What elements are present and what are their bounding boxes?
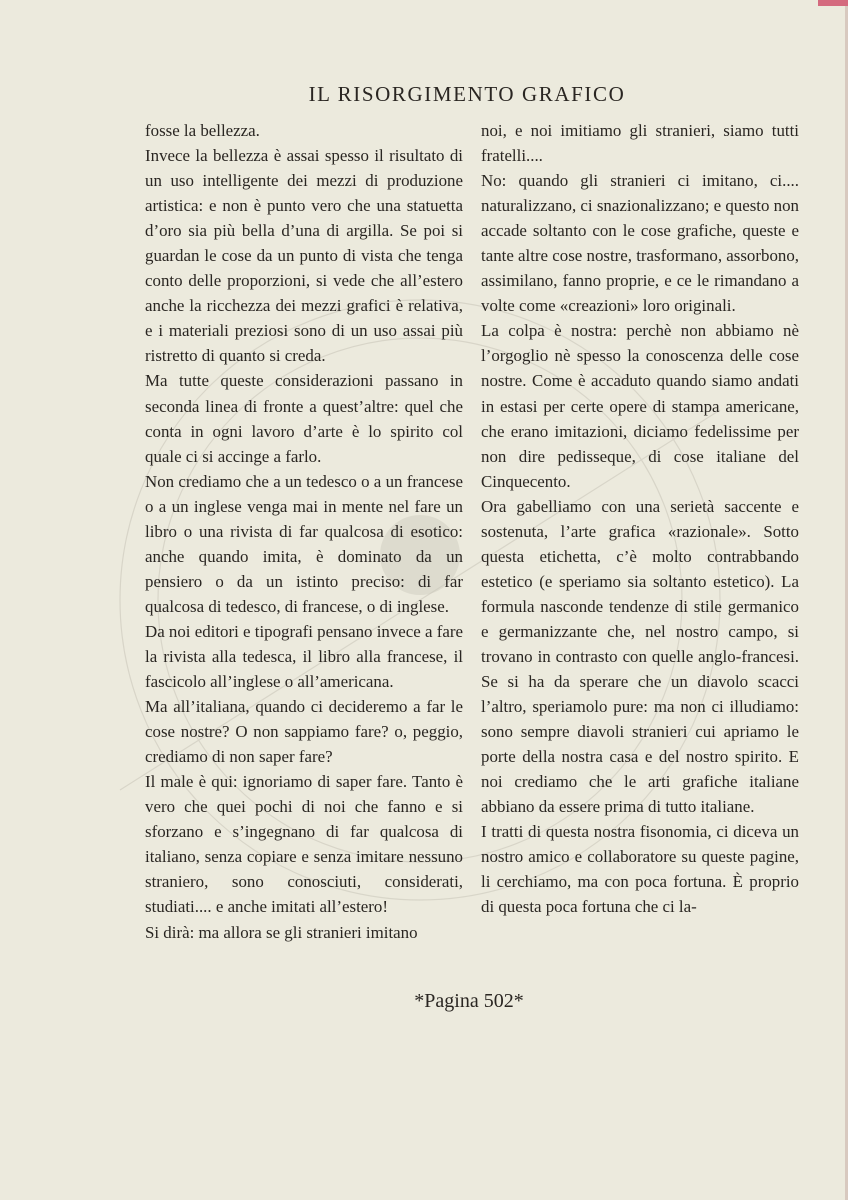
paragraph: No: quando gli stranieri ci imitano, ci.... naturalizzano, ci snazionalizzano; e questo non accade soltanto con le cose grafiche, queste e tante altre cose nostre, trasformano, assorbono, assimilano, fanno proprie, e ce le rimandano a volte come «creazioni» loro originali.: [481, 171, 800, 316]
paragraph: I tratti di questa nostra fisonomia, ci diceva un nostro amico e collaboratore su queste pagine, li cerchiamo, ma con poca fortuna. È proprio di questa poca fortuna che ci la-: [481, 822, 799, 917]
paragraph: Ma all’italiana, quando ci decideremo a far le cose nostre? O non sappiamo fare? o, peggio, crediamo di non saper fare?: [145, 697, 463, 767]
paragraph: Ora gabelliamo con una serietà saccente e sostenuta, l’arte grafica «razionale». Sotto questa etichetta, c’è molto contrabbando estetico (e speriamo sia soltanto estetico). La formula nasconde tendenze di stile germanico e germanizzante che, nel nostro campo, si trovano in contrasto con quelle anglo-francesi. Se si ha da sperare che un diavolo scacci l’altro, speriamolo pure: ma non ci illudiamo: sono sempre diavoli stranieri cui apriamo le porte della nostra casa e del nostro spirito. E noi crediamo che le arti grafiche italiane abbiano da essere prima di tutto italiane.: [481, 496, 799, 817]
paragraph: Non crediamo che a un tedesco o a un francese o a un inglese venga mai in mente nel fare un libro o una rivista di far qualcosa di esotico: anche quando imita, è dominato da un pensiero o da un istinto preciso: di far qualcosa di tedesco, di francese, o di inglese.: [145, 471, 463, 616]
paragraph: Si dirà: ma allora se gli stranieri imitano: [145, 922, 418, 942]
paragraph: fosse la bellezza.: [145, 121, 260, 140]
text-column-left: [145, 118, 463, 945]
paragraph: Ma tutte queste considerazioni passano in seconda linea di fronte a quest’altre: quel che conta in ogni lavoro d’arte è lo spirito col quale ci si accinge a farlo.: [145, 371, 463, 466]
running-head: IL RISORGIMENTO GRAFICO: [308, 82, 626, 106]
paragraph: noi, e noi imitiamo gli stranieri, siamo tutti fratelli....: [481, 121, 799, 166]
paragraph: Da noi editori e tipografi pensano invece a fare la rivista alla tedesca, il libro alla francese, il fascicolo all’inglese o all’americana.: [145, 621, 463, 692]
page-corner-accent: [818, 0, 848, 6]
paragraph: Invece la bellezza è assai spesso il risultato di un uso intelligente dei mezzi di produzione artistica: e non è punto vero che una statuetta d’oro sia più bella d’una di argilla. Se poi si guardan le cose da un punto di vista che tenga conto delle proporzioni, si vede che all’estero anche la ricchezza dei mezzi grafici è relativa, e i materiali preziosi sono di un uso assai più ristretto di quanto si creda.: [145, 146, 463, 366]
text-column-right: [481, 118, 799, 920]
page-number: *Pagina 502*: [414, 990, 524, 1012]
paragraph: Il male è qui: ignoriamo di saper fare. Tanto è vero che quei pochi di noi che fanno e si sforzano e s’ingegnano di far qualcosa di italiano, senza copiare e senza imitare nessuno straniero, sono conosciuti, considerati, studiati.... e anche imitati all’estero!: [145, 772, 463, 917]
paragraph: La colpa è nostra: perchè non abbiamo nè l’orgoglio nè spesso la conoscenza delle cose nostre. Come è accaduto quando siamo andati in estasi per certe opere di stampa americane, che erano imitazioni, diciamo fedelissime per non dire pedisseque, di cose italiane del Cinquecento.: [481, 321, 799, 491]
